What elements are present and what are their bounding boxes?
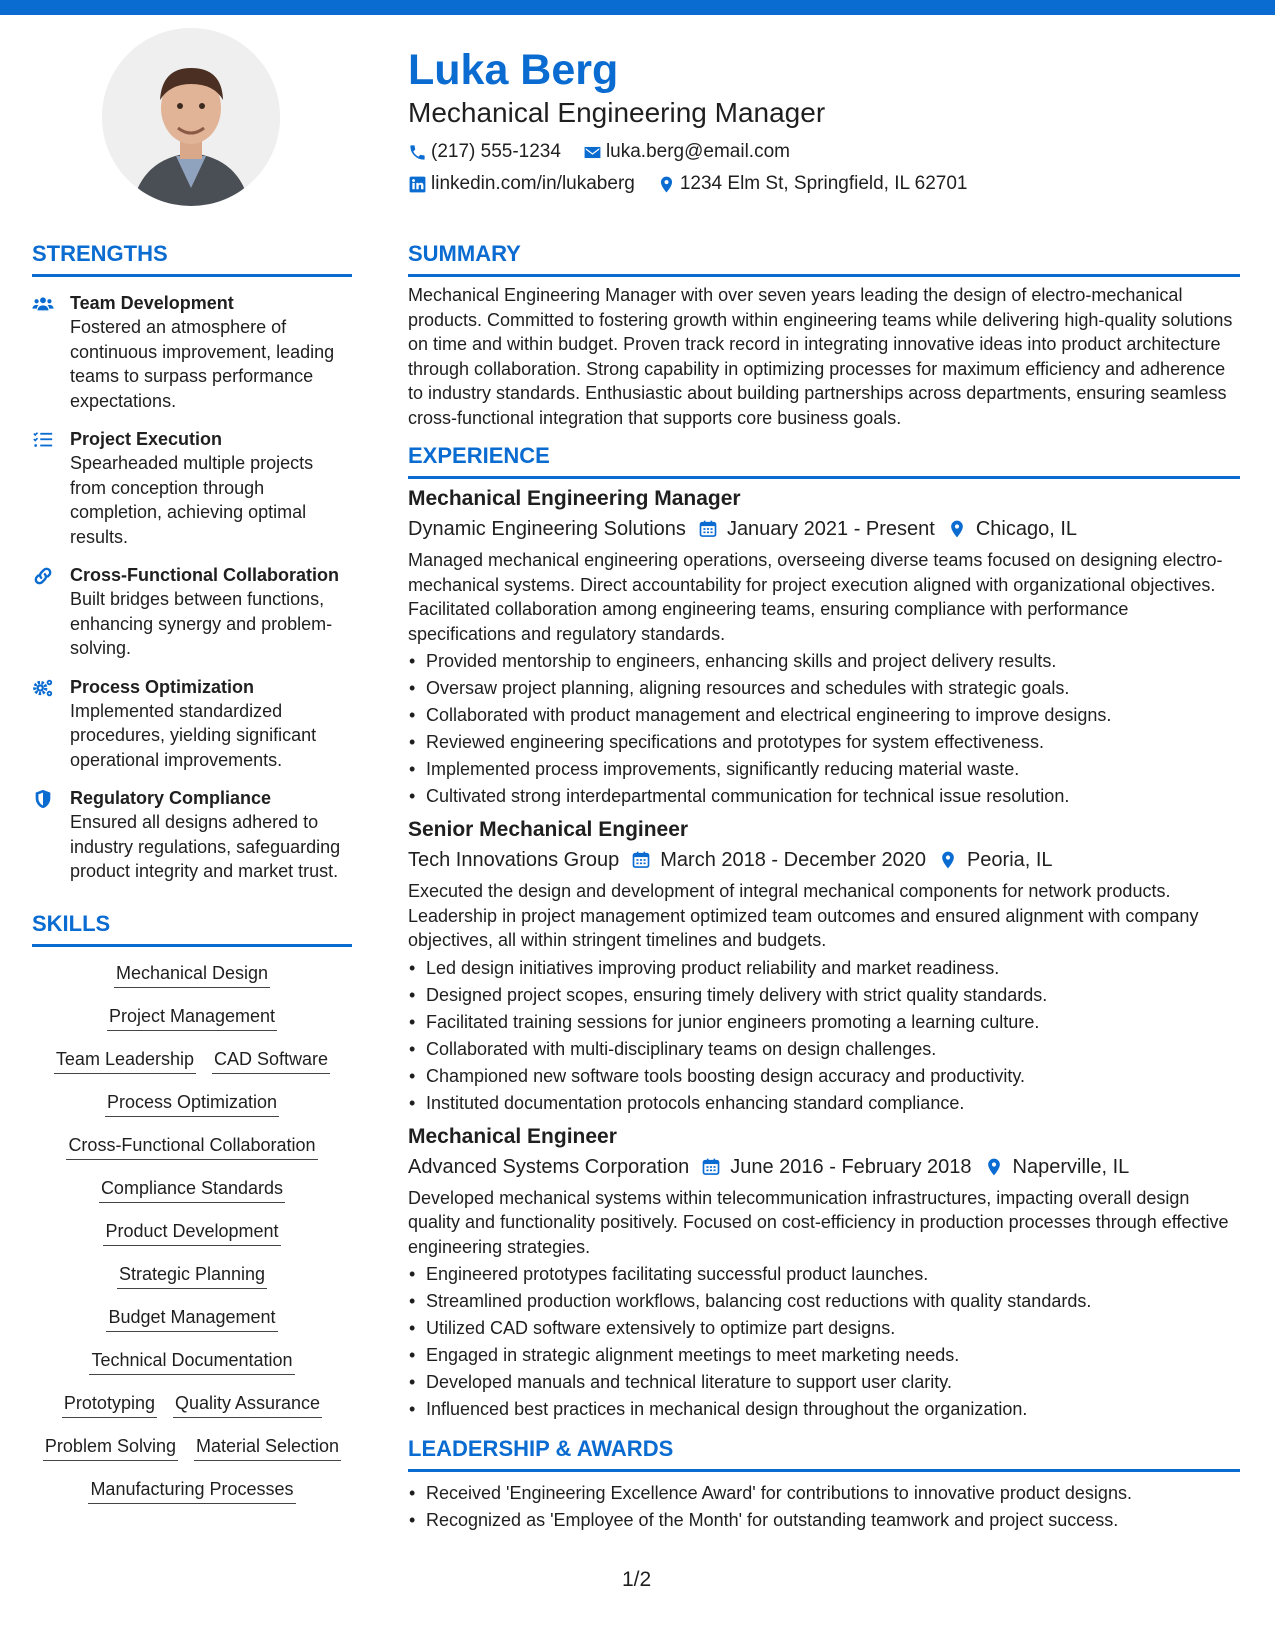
phone-icon bbox=[408, 143, 427, 162]
skills-rule bbox=[32, 944, 352, 947]
strength-title: Project Execution bbox=[70, 429, 223, 449]
list-item: • Collaborated with product management and electrical engineering to improve designs. bbox=[408, 702, 1240, 729]
calendar-icon bbox=[631, 850, 651, 870]
job-description: Developed mechanical systems within telecommunication infrastructures, impacting overall design quality and functionality positively. Focused on cost-efficiency in production processes through effective engineering strategies. bbox=[408, 1187, 1229, 1257]
strength-desc: Ensured all designs adhered to industry regulations, safeguarding product integrity and market trust. bbox=[70, 812, 341, 881]
list-item: • Engineered prototypes facilitating successful product launches. bbox=[408, 1261, 1240, 1288]
page-number: 1/2 bbox=[622, 1568, 652, 1591]
strength-item bbox=[32, 291, 352, 413]
list-item: • Led design initiatives improving product reliability and market readiness. bbox=[408, 955, 1240, 982]
skill-tag: Compliance Standards bbox=[99, 1176, 285, 1203]
list-item: • Streamlined production workflows, balancing cost reductions with quality standards. bbox=[408, 1288, 1240, 1315]
contact-row-1 bbox=[408, 140, 1238, 164]
strength-desc: Built bridges between functions, enhancing synergy and problem-solving. bbox=[70, 589, 333, 658]
strength-title: Team Development bbox=[70, 293, 234, 313]
summary-title: SUMMARY bbox=[408, 241, 521, 266]
job-location: Peoria, IL bbox=[966, 849, 1053, 871]
calendar-icon bbox=[701, 1157, 721, 1177]
strength-title: Process Optimization bbox=[70, 676, 255, 697]
list-item: • Instituted documentation protocols enhancing standard compliance. bbox=[408, 1090, 1240, 1117]
job-meta bbox=[408, 516, 1240, 542]
job-bullets bbox=[408, 1261, 1240, 1423]
map-pin-icon bbox=[657, 175, 676, 194]
strength-item bbox=[32, 427, 352, 549]
summary-text: Mechanical Engineering Manager with over seven years leading the design of electro-mechanical products. Committed to fostering growth within engineering teams while delivering high-quality solutions on time and within budget. Proven track record in integrating innovative ideas into product architecture through collaboration. Strong capability in optimizing processes for maximum efficiency and adherence to industry standards. Enthusiastic about building partnerships across departments, ensuring seamless cross-functional integration that supports core business goals. bbox=[408, 285, 1233, 428]
email-item[interactable] bbox=[583, 140, 790, 164]
strengths-title: STRENGTHS bbox=[32, 241, 168, 266]
list-item: • Designed project scopes, ensuring timely delivery with strict quality standards. bbox=[408, 982, 1240, 1009]
skills-list bbox=[32, 961, 352, 1520]
job-bullets bbox=[408, 955, 1240, 1117]
strength-desc: Spearheaded multiple projects from conception through completion, achieving optimal results. bbox=[70, 453, 314, 547]
link-icon bbox=[32, 565, 54, 587]
strength-item bbox=[32, 563, 352, 661]
phone-item bbox=[408, 140, 561, 164]
list-item: • Championed new software tools boosting design accuracy and productivity. bbox=[408, 1063, 1240, 1090]
list-item: • Implemented process improvements, significantly reducing material waste. bbox=[408, 756, 1240, 783]
skill-tag: Cross-Functional Collaboration bbox=[66, 1133, 317, 1160]
phone-text: (217) 555-1234 bbox=[431, 141, 561, 162]
awards-rule bbox=[408, 1469, 1240, 1472]
profile-photo bbox=[102, 28, 280, 206]
email-text: luka.berg@email.com bbox=[605, 141, 790, 162]
candidate-role: Mechanical Engineering Manager bbox=[408, 97, 826, 128]
experience-title: EXPERIENCE bbox=[408, 443, 550, 468]
list-item: • Developed manuals and technical literature to support user clarity. bbox=[408, 1369, 1240, 1396]
address-text: 1234 Elm St, Springfield, IL 62701 bbox=[679, 173, 968, 194]
gears-icon bbox=[32, 677, 54, 699]
job-title: Mechanical Engineering Manager bbox=[408, 487, 741, 510]
list-item: • Engaged in strategic alignment meetings to meet marketing needs. bbox=[408, 1342, 1240, 1369]
skill-tag: Team Leadership bbox=[54, 1047, 196, 1074]
skill-tag: Technical Documentation bbox=[89, 1348, 294, 1375]
map-pin-icon bbox=[938, 850, 958, 870]
job-location: Naperville, IL bbox=[1012, 1155, 1130, 1178]
job-entry bbox=[408, 485, 1240, 810]
skill-tag: Product Development bbox=[103, 1219, 280, 1246]
experience-rule bbox=[408, 476, 1240, 479]
strengths-rule bbox=[32, 274, 352, 277]
shield-icon bbox=[32, 788, 54, 810]
linkedin-icon bbox=[408, 175, 427, 194]
strength-title: Regulatory Compliance bbox=[70, 788, 272, 808]
job-description: Managed mechanical engineering operations, overseeing diverse teams focused on designing electro-mechanical systems. Direct accountability for project execution aligned with organizational objectives. Facilitated collaboration among engineering teams, ensuring compliance with performance specifications and regulatory standards. bbox=[408, 550, 1223, 644]
map-pin-icon bbox=[947, 519, 967, 539]
skill-tag: Project Management bbox=[107, 1004, 277, 1031]
skill-tag: Process Optimization bbox=[105, 1090, 279, 1117]
skill-tag: CAD Software bbox=[212, 1047, 330, 1074]
job-entry bbox=[408, 816, 1240, 1117]
contact-row-2 bbox=[408, 172, 1238, 196]
resume-header bbox=[408, 44, 1238, 196]
job-company: Dynamic Engineering Solutions bbox=[408, 518, 686, 540]
job-dates: January 2021 - Present bbox=[726, 518, 935, 540]
job-bullets bbox=[408, 648, 1240, 810]
list-item: • Recognized as 'Employee of the Month' for outstanding teamwork and project success. bbox=[408, 1507, 1240, 1534]
address-item bbox=[657, 172, 968, 196]
job-description: Executed the design and development of integral mechanical components for network products. Leadership in project management optimized team outcomes and ensured alignment with company objectives, all within stringent timelines and budgets. bbox=[408, 881, 1199, 950]
skill-tag: Quality Assurance bbox=[173, 1391, 322, 1418]
list-item: • Provided mentorship to engineers, enhancing skills and project delivery results. bbox=[408, 648, 1240, 675]
right-column bbox=[408, 240, 1240, 1534]
strength-item bbox=[32, 786, 352, 884]
job-title: Mechanical Engineer bbox=[408, 1124, 617, 1148]
summary-rule bbox=[408, 274, 1240, 277]
job-company: Tech Innovations Group bbox=[408, 849, 620, 871]
skills-title: SKILLS bbox=[32, 910, 111, 936]
list-item: • Influenced best practices in mechanical design throughout the organization. bbox=[408, 1396, 1240, 1423]
skill-tag: Manufacturing Processes bbox=[88, 1477, 295, 1504]
strength-item bbox=[32, 675, 352, 773]
list-item: • Cultivated strong interdepartmental communication for technical issue resolution. bbox=[408, 783, 1240, 810]
job-entry bbox=[408, 1123, 1240, 1424]
list-item: • Utilized CAD software extensively to optimize part designs. bbox=[408, 1315, 1240, 1342]
awards-title: LEADERSHIP & AWARDS bbox=[408, 1436, 674, 1461]
job-title: Senior Mechanical Engineer bbox=[408, 818, 689, 841]
top-accent-bar bbox=[0, 0, 1275, 15]
envelope-icon bbox=[583, 143, 602, 162]
map-pin-icon bbox=[984, 1157, 1004, 1177]
calendar-icon bbox=[698, 519, 718, 539]
list-item: • Facilitated training sessions for junior engineers promoting a learning culture. bbox=[408, 1009, 1240, 1036]
list-item: • Received 'Engineering Excellence Award' for contributions to innovative product designs. bbox=[408, 1480, 1240, 1507]
strength-title: Cross-Functional Collaboration bbox=[70, 565, 340, 585]
awards-list bbox=[408, 1480, 1240, 1534]
list-item: • Collaborated with multi-disciplinary teams on design challenges. bbox=[408, 1036, 1240, 1063]
linkedin-item[interactable] bbox=[408, 172, 635, 196]
skill-tag: Prototyping bbox=[62, 1391, 157, 1418]
job-company: Advanced Systems Corporation bbox=[408, 1155, 690, 1178]
checklist-icon bbox=[32, 429, 54, 451]
job-location: Chicago, IL bbox=[975, 518, 1078, 540]
skill-tag: Material Selection bbox=[194, 1434, 341, 1461]
skill-tag: Mechanical Design bbox=[114, 961, 270, 988]
left-column bbox=[32, 240, 352, 1520]
job-meta bbox=[408, 1154, 1240, 1180]
strength-desc: Implemented standardized procedures, yielding significant operational improvements. bbox=[70, 700, 317, 770]
candidate-name: Luka Berg bbox=[408, 46, 619, 94]
job-meta bbox=[408, 847, 1240, 873]
list-item: • Oversaw project planning, aligning resources and schedules with strategic goals. bbox=[408, 675, 1240, 702]
skill-tag: Strategic Planning bbox=[117, 1262, 267, 1289]
strength-desc: Fostered an atmosphere of continuous improvement, leading teams to surpass performance expectations. bbox=[70, 317, 335, 411]
skill-tag: Budget Management bbox=[106, 1305, 277, 1332]
job-dates: June 2016 - February 2018 bbox=[730, 1155, 972, 1178]
skill-tag: Problem Solving bbox=[43, 1434, 178, 1461]
users-icon bbox=[32, 293, 54, 315]
list-item: • Reviewed engineering specifications and prototypes for system effectiveness. bbox=[408, 729, 1240, 756]
job-dates: March 2018 - December 2020 bbox=[660, 849, 926, 871]
linkedin-text: linkedin.com/in/lukaberg bbox=[431, 173, 635, 194]
